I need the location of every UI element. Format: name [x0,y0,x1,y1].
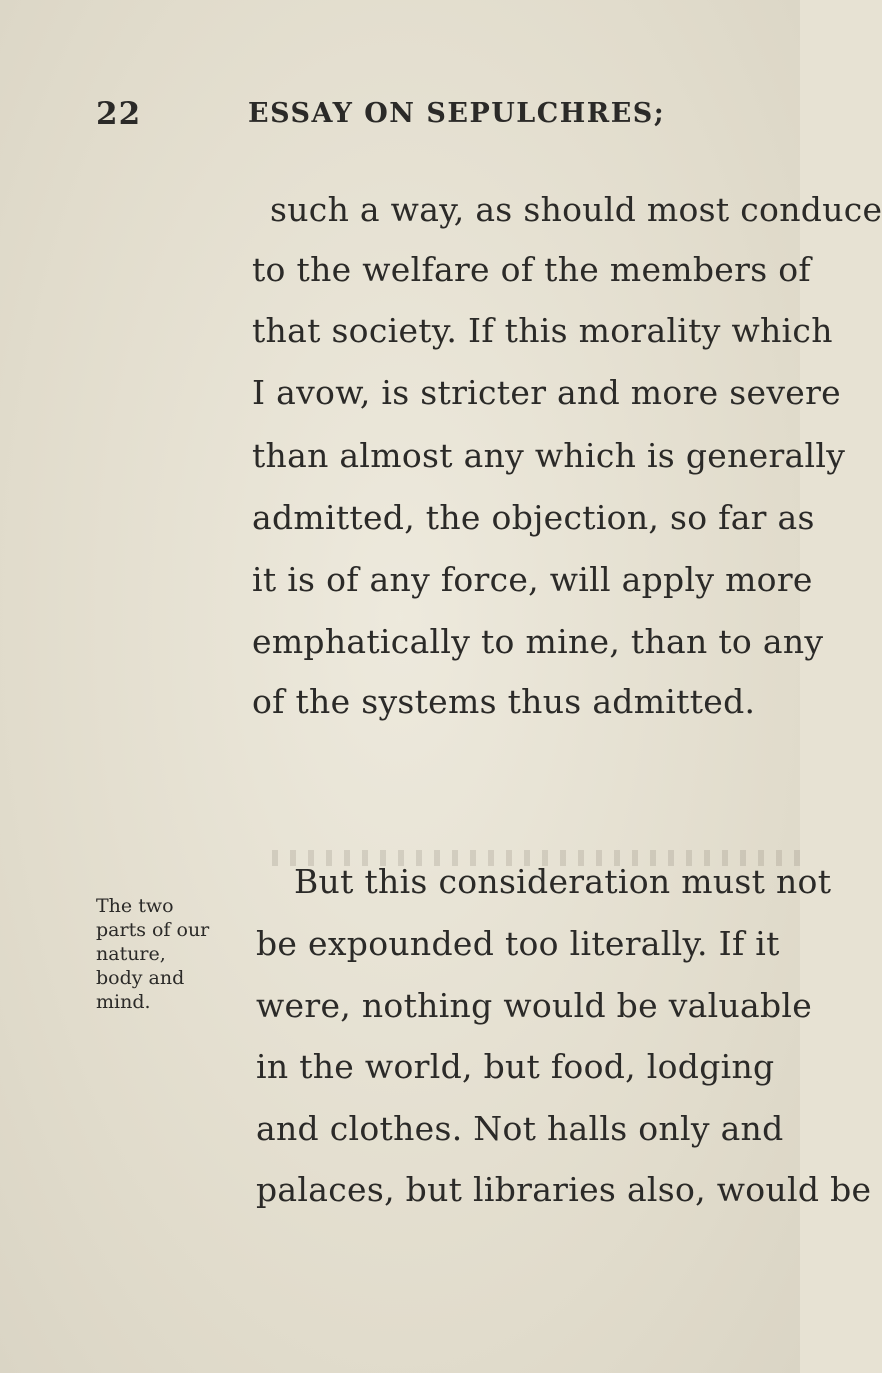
page-number: 22 [96,96,142,132]
text-line: were, nothing would be valuable [256,986,813,1025]
text-line: I avow, is stricter and more severe [252,373,841,412]
text-line: emphatically to mine, than to any [252,622,824,661]
text-line: to the welfare of the members of [252,250,811,289]
text-line: palaces, but libraries also, would be [256,1170,872,1209]
text-line: admitted, the objection, so far as [252,498,815,537]
text-line: that society. If this morality which [252,311,833,350]
text-line: in the world, but food, lodging [256,1047,775,1086]
running-head: ESSAY ON SEPULCHRES; [248,98,666,129]
text-line: But this consideration must not [294,862,832,901]
page-header [0,96,800,146]
margin-note-line: The two [96,895,174,917]
text-line: it is of any force, will apply more [252,560,813,599]
text-line: than almost any which is generally [252,436,846,475]
bleed-through-ornament [272,850,812,866]
margin-note-line: mind. [96,991,151,1013]
text-line: and clothes. Not halls only and [256,1109,784,1148]
text-line: such a way, as should most conduce [270,190,882,229]
text-line: of the systems thus admitted. [252,682,756,721]
margin-note [96,894,246,1014]
margin-note-line: nature, [96,943,166,965]
margin-note-line: body and [96,967,185,989]
margin-note-line: parts of our [96,919,210,941]
text-line: be expounded too literally. If it [256,924,780,963]
